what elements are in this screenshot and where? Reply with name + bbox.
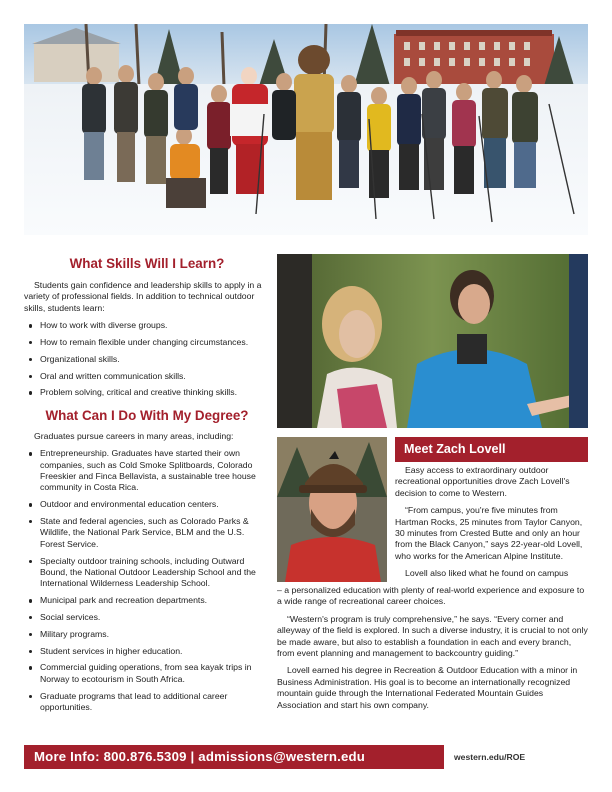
footer-contact: More Info: 800.876.5309 | admissions@western.edu bbox=[34, 749, 366, 764]
skills-intro: Students gain confidence and leadership skills to apply in a variety of professional fields. In addition to technical outdoor skills, students learn: bbox=[24, 280, 262, 313]
list-item: Municipal park and recreation departments. bbox=[24, 595, 270, 606]
story-side-column bbox=[395, 465, 588, 580]
list-item: Social services. bbox=[24, 612, 270, 623]
degree-list bbox=[24, 448, 270, 713]
guide-photo bbox=[277, 254, 588, 428]
group-snowshoe-photo bbox=[24, 24, 588, 235]
story-paragraph: Lovell earned his degree in Recreation & Outdoor Education with a minor in Business Administration. His goal is to become an internationally recognized mountain guide through the International Federated Mountain Guides Association and start his own company. bbox=[277, 665, 578, 710]
list-item: Organizational skills. bbox=[24, 354, 270, 365]
footer-url-link[interactable]: western.edu/ROE bbox=[454, 752, 526, 762]
story-paragraph: “From campus, you're five minutes from Hartman Rocks, 25 minutes from Taylor Canyon, 30 minutes from Crested Butte and only an hour from the Black Canyon,” says 22-year-old Lovell, who works for the American Alpine Institute. bbox=[395, 505, 583, 561]
skills-heading: What Skills Will I Learn? bbox=[69, 256, 225, 271]
list-item: State and federal agencies, such as Colorado Parks & Wildlife, the National Park Service, BLM and the U.S. Forest Service. bbox=[24, 516, 270, 550]
list-item: Entrepreneurship. Graduates have started their own companies, such as Cold Smoke Splitboards, Colorado Freeskier and Finca Bellavista, a sustainable tree house community in Costa Rica. bbox=[24, 448, 270, 494]
story-heading: Meet Zach Lovell bbox=[395, 437, 588, 462]
degree-heading: What Can I Do With My Degree? bbox=[45, 407, 249, 423]
story-paragraph: Easy access to extraordinary outdoor recreational opportunities drove Zach Lovell's decision to come to Western. bbox=[395, 465, 570, 498]
left-column bbox=[24, 252, 270, 719]
list-item: Specialty outdoor training schools, including Outward Bound, the National Outdoor Leadership School and the International Wilderness Leadership School. bbox=[24, 556, 270, 590]
story-paragraph: Lovell also liked what he found on campus bbox=[405, 568, 569, 579]
list-item: How to work with diverse groups. bbox=[24, 320, 270, 331]
list-item: Outdoor and environmental education centers. bbox=[24, 499, 270, 510]
skills-list bbox=[24, 320, 270, 399]
story-full-column bbox=[277, 585, 588, 717]
list-item: Student services in higher education. bbox=[24, 646, 270, 657]
degree-intro: Graduates pursue careers in many areas, including: bbox=[34, 430, 234, 441]
list-item: Problem solving, critical and creative thinking skills. bbox=[24, 387, 270, 398]
story-paragraph: – a personalized education with plenty of real-world experience and exposure to a wide range of recreational career choices. bbox=[277, 585, 585, 607]
list-item: How to remain flexible under changing circumstances. bbox=[24, 337, 270, 348]
list-item: Military programs. bbox=[24, 629, 270, 640]
zach-lovell-photo bbox=[277, 437, 387, 582]
list-item: Oral and written communication skills. bbox=[24, 371, 270, 382]
list-item: Commercial guiding operations, from sea kayak trips in Norway to ecotourism in South Africa. bbox=[24, 662, 270, 685]
story-paragraph: “Western's program is truly comprehensive,” he says. “Every corner and alleyway of the field is explored. In such a diverse industry, it is crucial to not only be made aware, but also to establish a foundation in each and every branch, from event planning and management to backcountry guiding.” bbox=[277, 613, 588, 659]
list-item: Graduate programs that lead to additional career opportunities. bbox=[24, 691, 270, 714]
